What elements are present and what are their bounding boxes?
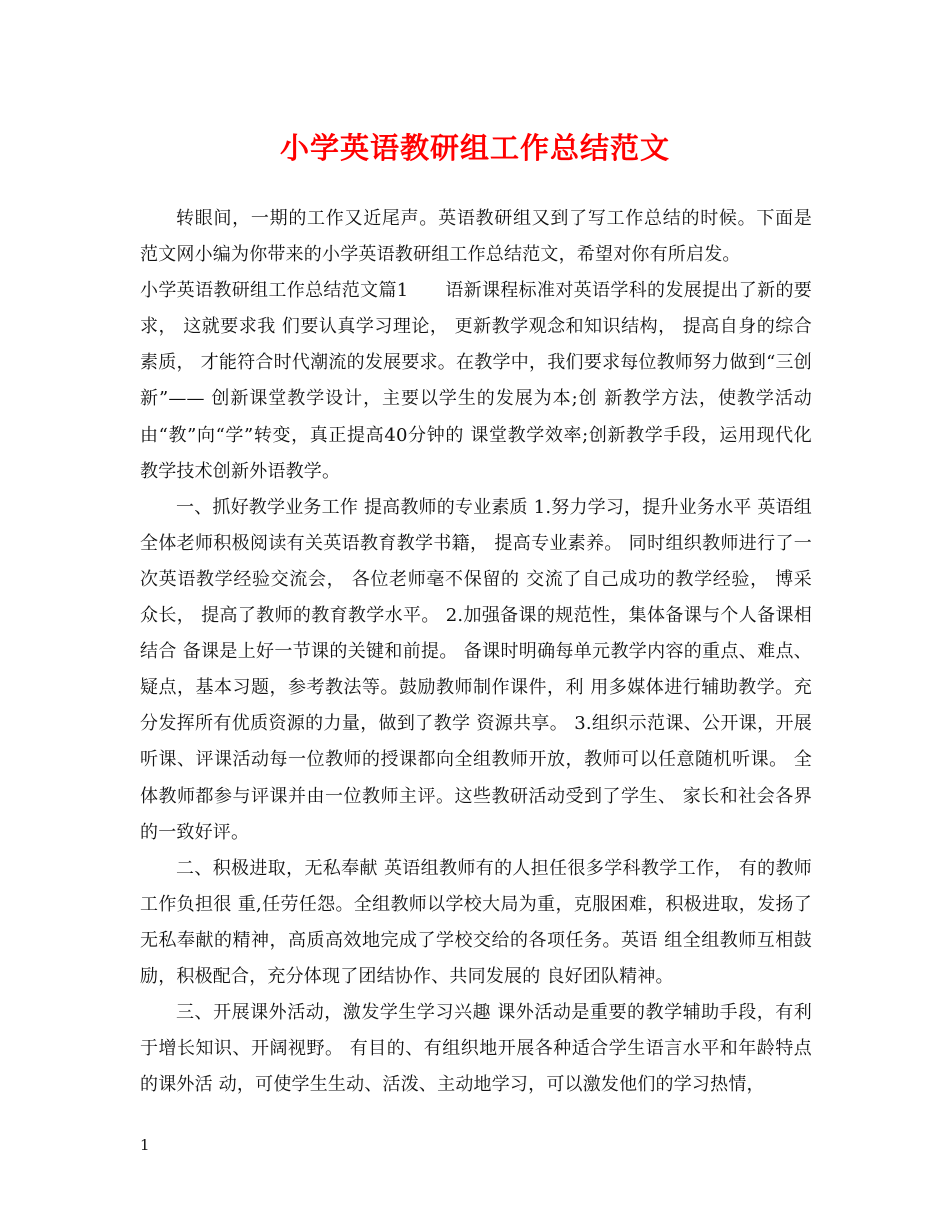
paragraph-section-1: 小学英语教研组工作总结范文篇1 语新课程标准对英语学科的发展提出了新的要求， 这就要求我 们要认真学习理论， 更新教学观念和知识结构， 提高自身的综合素质， 才能符合时代潮流的发展要求。在教学中，我们要求每位教师努力做到“三创新”—— 创新课堂教学设计，主要以学生的发展为本;创 新教学方法，使教学活动由“教”向“学”转变，真正提高40分钟的 课堂教学效率;创新教学手段，运用现代化教学技术创新外语教学。 [140,280,812,482]
paragraph-part-2: 二、积极进取，无私奉献 英语组教师有的人担任很多学科教学工作， 有的教师工作负担很 重,任劳任怨。全组教师以学校大局为重，克服困难，积极进取，发扬了无私奉献的精神，高质高效地完成了学校交给的各项任务。英语 组全组教师互相鼓励，积极配合，充分体现了团结协作、共同发展的 良好团队精神。 [140,857,812,987]
document-body [140,201,812,1103]
paragraph-part-3: 三、开展课外活动，激发学生学习兴趣 课外活动是重要的教学辅助手段，有利于增长知识、开阔视野。 有目的、有组织地开展各种适合学生语言水平和年龄特点的课外活 动，可使学生生动、活泼、主动地学习，可以激发他们的学习热情， [140,1002,812,1096]
document-title: 小学英语教研组工作总结范文 [279,131,670,165]
page-number: 1 [140,1136,150,1154]
paragraph-intro: 转眼间，一期的工作又近尾声。英语教研组又到了写工作总结的时候。下面是范文网小编为你带来的小学英语教研组工作总结范文，希望对你有所启发。 [140,208,812,266]
paragraph-part-1: 一、抓好教学业务工作 提高教师的专业素质 1.努力学习，提升业务水平 英语组全体老师积极阅读有关英语教育教学书籍， 提高专业素养。 同时组织教师进行了一次英语教学经验交流会， 各位老师毫不保留的 交流了自己成功的教学经验， 博采众长， 提高了教师的教育教学水平。 2.加强备课的规范性，集体备课与个人备课相结合 备课是上好一节课的关键和前提。 备课时明确每单元教学内容的重点、难点、疑点，基本习题，参考教法等。鼓励教师制作课件，利 用多媒体进行辅助教学。充分发挥所有优质资源的力量，做到了教学 资源共享。 3.组织示范课、公开课，开展听课、评课活动每一位教师的授课都向全组教师开放，教师可以任意随机听课。 全体教师都参与评课并由一位教师主评。这些教研活动受到了学生、 家长和社会各界的一致好评。 [140,496,812,843]
